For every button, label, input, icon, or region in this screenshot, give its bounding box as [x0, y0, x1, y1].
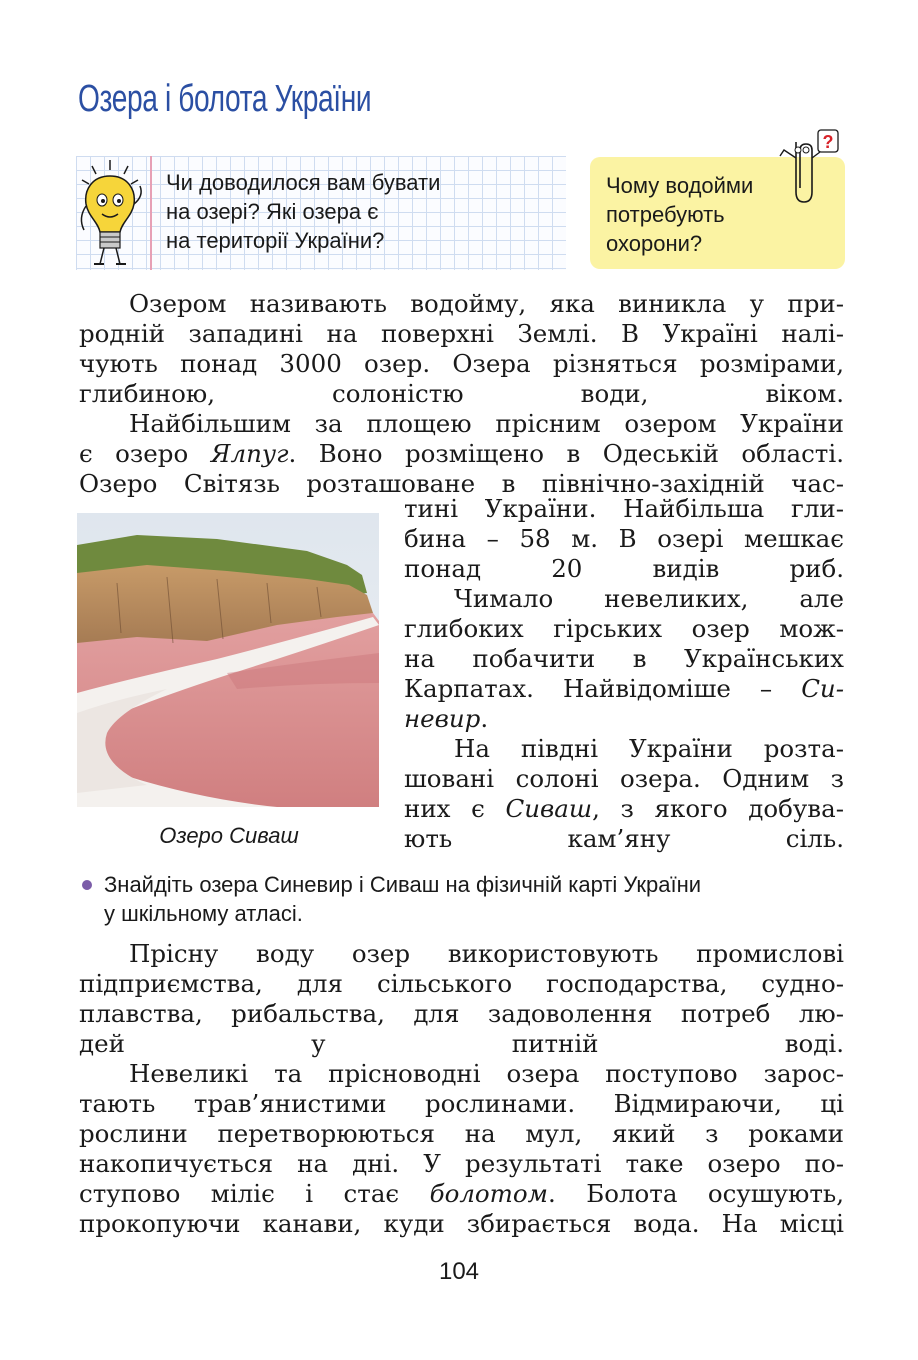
- text-line: глибоких гірських озер мож-: [404, 614, 844, 643]
- sivash-image: [77, 513, 379, 807]
- text-line: бина – 58 м. В озері мешкає: [404, 524, 844, 553]
- lightbulb-icon: [74, 156, 150, 270]
- question-box: [76, 156, 566, 270]
- text-line: [404, 794, 844, 824]
- question-line: Чи доводилося вам бувати: [166, 170, 441, 195]
- text-line: рослини перетворюються на мул, який з роками: [79, 1119, 844, 1148]
- text-line: Озером називають водойму, яка виникла у при-: [129, 289, 844, 318]
- discussion-line: Чому водойми: [606, 173, 754, 198]
- text-line: тають трав’янистими рослинами. Відмираючи, ці: [79, 1089, 844, 1118]
- lake-name-yalpug: Ялпуг: [210, 439, 289, 468]
- text-line: Прісну воду озер використовують промислові: [129, 939, 844, 968]
- text-run: .: [480, 704, 489, 733]
- lake-name-synevyr: Си-: [801, 674, 844, 703]
- question-line: на території України?: [166, 228, 385, 253]
- page-number: 104: [438, 1258, 480, 1285]
- text-line: накопичується на дні. У результаті таке озеро по-: [79, 1149, 844, 1178]
- text-run: ступово міліє і стає: [79, 1179, 430, 1208]
- text-run: є озеро: [79, 439, 211, 468]
- discussion-line: потребують: [606, 202, 725, 227]
- text-line: ють кам’яну сіль.: [404, 824, 844, 853]
- task-line: Знайдіть озера Синевир і Сиваш на фізичній карті України: [104, 872, 702, 897]
- text-line: На півдні України розта-: [454, 734, 844, 763]
- photo-caption: Озеро Сиваш: [159, 823, 299, 848]
- paragraph: [79, 939, 844, 1059]
- paragraph: [404, 584, 844, 734]
- lake-name-sivash: Сиваш: [505, 794, 593, 823]
- text-line: [404, 674, 844, 704]
- text-line: понад 20 видів риб.: [404, 554, 844, 583]
- text-line: [404, 704, 844, 734]
- paragraph: [404, 734, 844, 854]
- text-line: [79, 1179, 844, 1209]
- text-line: Чимало невеликих, але: [454, 584, 844, 613]
- paragraph: [404, 494, 844, 584]
- lake-name-synevyr-end: невир: [404, 704, 481, 733]
- paragraph: [79, 1059, 844, 1239]
- text-line: на побачити в Українських: [404, 644, 844, 673]
- page-title: Озера і болота України: [78, 78, 372, 120]
- task-line: у шкільному атласі.: [104, 901, 303, 926]
- text-line: шовані солоні озера. Одним з: [404, 764, 844, 793]
- text-line: підприємства, для сільського господарства, судно-: [79, 969, 844, 998]
- text-line: плавства, рибальства, для задоволення потреб лю-: [79, 999, 844, 1028]
- svg-text:?: ?: [822, 132, 834, 152]
- text-run: них є: [404, 794, 506, 823]
- text-line: чують понад 3000 озер. Озера різняться розмірами,: [79, 349, 844, 378]
- text-line: родній западині на поверхні Землі. В Україні налі-: [79, 319, 844, 348]
- margin-line: [150, 156, 152, 270]
- question-line: на озері? Які озера є: [166, 199, 379, 224]
- paperclip-question-icon: [774, 128, 844, 208]
- text-line: Найбільшим за площею прісним озером України: [129, 409, 844, 438]
- text-line: [79, 439, 844, 469]
- sivash-lake-photo: [77, 513, 379, 807]
- task-text: [104, 870, 701, 928]
- question-text: [166, 168, 440, 255]
- text-line: тині України. Найбільша гли-: [404, 494, 844, 523]
- discussion-text: [606, 171, 753, 258]
- text-run: Карпатах. Найвідоміше –: [404, 674, 802, 703]
- paragraph: [79, 409, 844, 499]
- text-run: . Болота осушують,: [547, 1179, 844, 1208]
- text-run: . Воно розміщено в Одеській області.: [288, 439, 844, 468]
- text-line: прокопуючи канави, куди збирається вода. На місці: [79, 1209, 844, 1238]
- text-line: глибиною, солоністю води, віком.: [79, 379, 844, 408]
- text-run: , з якого добува-: [592, 794, 844, 823]
- discussion-line: охорони?: [606, 231, 703, 256]
- text-line: Озеро Світязь розташоване в північно-західній час-: [79, 469, 844, 498]
- term-swamp: болотом: [429, 1179, 548, 1208]
- paragraph: [79, 289, 844, 409]
- text-line: дей у питній воді.: [79, 1029, 844, 1058]
- text-line: Невеликі та прісноводні озера поступово зарос-: [129, 1059, 844, 1088]
- bullet-icon: [82, 880, 92, 890]
